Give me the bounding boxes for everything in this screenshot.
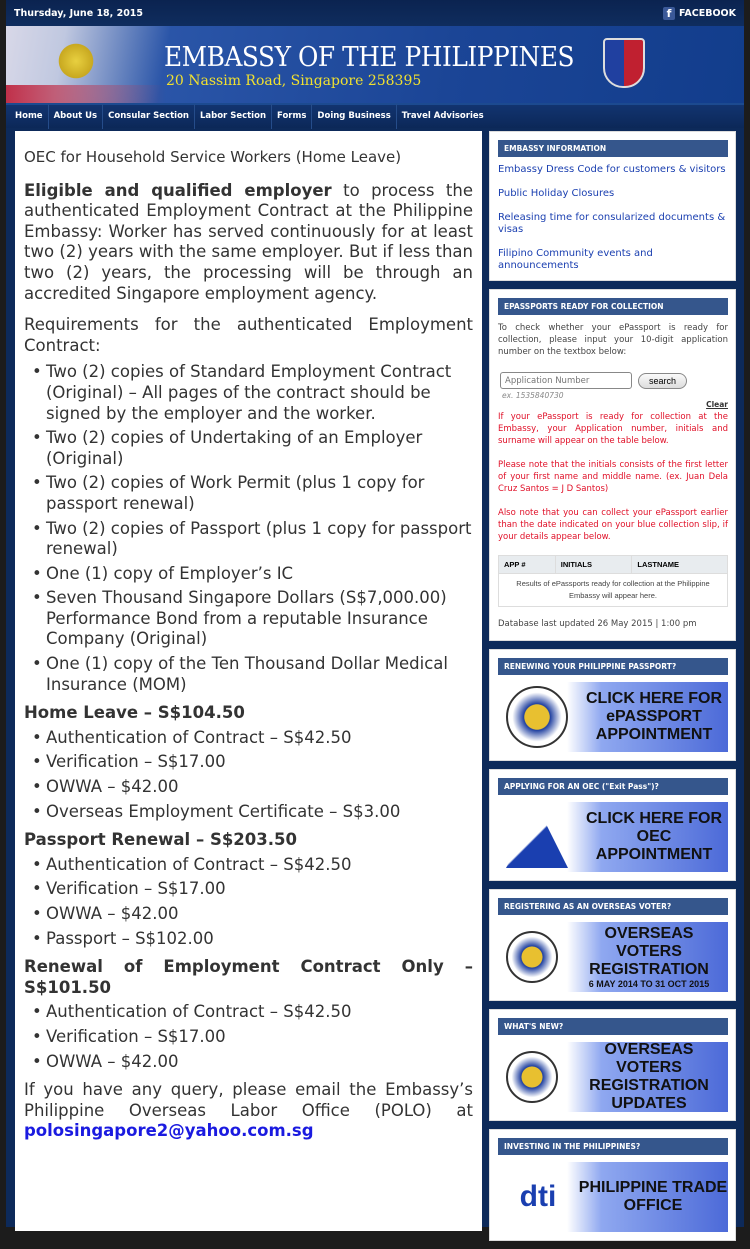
intro-text: to process the authenticated Employment Contract at the Philippine Embassy: Worker has served continuously for at least two (2) years with the same employer. But if less than two (2) years, the processing will be through an accredited Singapore employment agency. — [24, 180, 473, 303]
intro — [24, 181, 473, 305]
facebook-label: FACEBOOK — [679, 7, 736, 19]
epassport-appointment-banner[interactable] — [498, 682, 728, 752]
results-table — [498, 555, 728, 607]
voter-updates-banner[interactable] — [498, 1042, 728, 1112]
main-nav — [6, 103, 744, 128]
voter-box — [489, 889, 736, 1001]
flag-sun-icon — [56, 41, 96, 81]
note: Please note that the initials consists of the first letter of your first name and middle name. (ex. Juan Dela Cruz Santos = J D Santos) — [498, 460, 728, 494]
flag-band — [6, 85, 166, 103]
list-item: • One (1) copy of Employer’s IC — [24, 564, 473, 585]
sidebar — [489, 131, 736, 1249]
nav-doing-business[interactable]: Doing Business — [312, 104, 396, 129]
embassy-info-box — [489, 131, 736, 281]
banner-text: PHILIPPINE TRADE OFFICE — [578, 1179, 728, 1214]
voter-registration-banner[interactable] — [498, 922, 728, 992]
coat-of-arms-icon — [603, 38, 645, 88]
list-item: • Verification – S$17.00 — [24, 1027, 473, 1048]
box-heading: INVESTING IN THE PHILIPPINES? — [498, 1138, 728, 1155]
renew-passport-box — [489, 649, 736, 761]
contract-renewal-list — [24, 1002, 473, 1072]
list-item: • Two (2) copies of Undertaking of an Employer (Original) — [24, 428, 473, 469]
note: Also note that you can collect your ePassport earlier than the date indicated on your blue collection slip, if your details appear below. — [498, 508, 728, 542]
holiday-closures-link[interactable]: Public Holiday Closures — [498, 188, 615, 199]
box-heading: EPASSPORTS READY FOR COLLECTION — [498, 298, 728, 315]
page — [6, 0, 744, 1227]
banner-text — [570, 925, 728, 990]
oec-appointment-banner[interactable] — [498, 802, 728, 872]
list-item: • Two (2) copies of Passport (plus 1 copy for passport renewal) — [24, 519, 473, 560]
epassport-box — [489, 289, 736, 641]
list-item: • Two (2) copies of Work Permit (plus 1 copy for passport renewal) — [24, 473, 473, 514]
box-heading: WHAT'S NEW? — [498, 1018, 728, 1035]
community-events-link[interactable]: Filipino Community events and announcements — [498, 248, 653, 271]
nav-travel-advisories[interactable]: Travel Advisories — [401, 111, 484, 121]
note: If your ePassport is ready for collection at the Embassy, your Application number, initials and surname will appear on the table below. — [498, 412, 728, 446]
facebook-icon: f — [663, 7, 675, 20]
nav-consular-section[interactable]: Consular Section — [103, 104, 195, 129]
application-number-input[interactable] — [500, 372, 632, 389]
facebook-link[interactable] — [663, 7, 736, 20]
page-title: OEC for Household Service Workers (Home Leave) — [24, 148, 402, 166]
home-leave-list — [24, 728, 473, 822]
banner-title: OVERSEAS VOTERS REGISTRATION — [589, 924, 709, 978]
site-title: EMBASSY OF THE PHILIPPINES — [164, 42, 575, 73]
example-text: ex. 1535840730 — [502, 391, 564, 400]
banner-text: CLICK HERE FOR OEC APPOINTMENT — [586, 810, 722, 863]
box-heading: EMBASSY INFORMATION — [498, 140, 728, 157]
dti-logo: dti — [519, 1180, 557, 1213]
box-heading: REGISTERING AS AN OVERSEAS VOTER? — [498, 898, 728, 915]
query-label: If you have any query, please email the Embassy’s Philippine Overseas Labor Office (POLO) at — [24, 1080, 473, 1120]
column-header: LASTNAME — [632, 556, 728, 574]
column-header: APP # — [499, 556, 556, 574]
banner — [6, 26, 744, 103]
banner-text: CLICK HERE FOR ePASSPORT APPOINTMENT — [586, 690, 722, 743]
date: Thursday, June 18, 2015 — [14, 7, 144, 19]
list-item: • OWWA – $42.00 — [24, 777, 473, 798]
main-content — [15, 131, 482, 1231]
box-heading: RENEWING YOUR PHILIPPINE PASSPORT? — [498, 658, 728, 675]
list-item: • Authentication of Contract – S$42.50 — [24, 728, 473, 749]
requirements-list — [24, 362, 473, 695]
list-item: • Verification – S$17.00 — [24, 752, 473, 773]
list-item: • Overseas Employment Certificate – S$3.00 — [24, 802, 473, 823]
empty-message: Results of ePassports ready for collection at the Philippine Embassy will appear here. — [499, 574, 728, 607]
releasing-time-link[interactable]: Releasing time for consularized documents & visas — [498, 212, 726, 235]
banner-dates: 6 MAY 2014 TO 31 OCT 2015 — [588, 978, 710, 989]
comelec-seal-icon — [506, 1051, 558, 1103]
list-item: • Verification – S$17.00 — [24, 879, 473, 900]
comelec-seal-icon — [506, 931, 558, 983]
home-leave-heading: Home Leave – S$104.50 — [24, 703, 245, 723]
dress-code-link[interactable]: Embassy Dress Code for customers & visitors — [498, 164, 726, 175]
passport-renewal-heading: Passport Renewal – S$203.50 — [24, 830, 297, 850]
list-item: • Authentication of Contract – S$42.50 — [24, 855, 473, 876]
query-text — [24, 1080, 473, 1142]
passport-renewal-list — [24, 855, 473, 949]
clear-link[interactable]: Clear — [706, 400, 728, 409]
list-item: • OWWA – $42.00 — [24, 1052, 473, 1073]
box-heading: APPLYING FOR AN OEC ("Exit Pass")? — [498, 778, 728, 795]
nav-about-us[interactable]: About Us — [49, 104, 104, 129]
column-header: INITIALS — [555, 556, 632, 574]
search-form — [500, 372, 728, 389]
investing-box — [489, 1129, 736, 1241]
top-bar — [6, 0, 744, 26]
poea-logo-icon — [506, 806, 568, 868]
list-item: • Two (2) copies of Standard Employment Contract (Original) – All pages of the contract should be signed by the employer and the worker. — [24, 362, 473, 424]
whats-new-box — [489, 1009, 736, 1121]
oec-box — [489, 769, 736, 881]
list-item: • Authentication of Contract – S$42.50 — [24, 1002, 473, 1023]
list-item: • Seven Thousand Singapore Dollars (S$7,000.00) Performance Bond from a reputable Insurance Company (Original) — [24, 588, 473, 650]
nav-home[interactable]: Home — [10, 104, 49, 129]
search-button[interactable]: search — [638, 373, 687, 389]
intro-bold: Eligible and qualified employer — [24, 180, 332, 200]
list-item: • OWWA – $42.00 — [24, 904, 473, 925]
site-address: 20 Nassim Road, Singapore 258395 — [166, 73, 422, 89]
contract-renewal-heading: Renewal of Employment Contract Only – S$101.50 — [24, 957, 473, 997]
nav-forms[interactable]: Forms — [272, 104, 312, 129]
epassport-intro: To check whether your ePassport is ready for collection, please input your 10-digit application number on the textbox below: — [498, 323, 728, 357]
banner-text: OVERSEAS VOTERS REGISTRATION UPDATES — [589, 1041, 709, 1112]
nav-labor-section[interactable]: Labor Section — [195, 104, 272, 129]
dfa-seal-icon — [506, 686, 568, 748]
last-updated: Database last updated 26 May 2015 | 1:00 pm — [498, 619, 697, 629]
list-item: • Passport – S$102.00 — [24, 929, 473, 950]
requirements-heading: Requirements for the authenticated Employment Contract: — [24, 315, 473, 355]
list-item: • One (1) copy of the Ten Thousand Dollar Medical Insurance (MOM) — [24, 654, 473, 695]
polo-email-link[interactable]: polosingapore2@yahoo.com.sg — [24, 1121, 314, 1141]
trade-office-banner[interactable] — [498, 1162, 728, 1232]
